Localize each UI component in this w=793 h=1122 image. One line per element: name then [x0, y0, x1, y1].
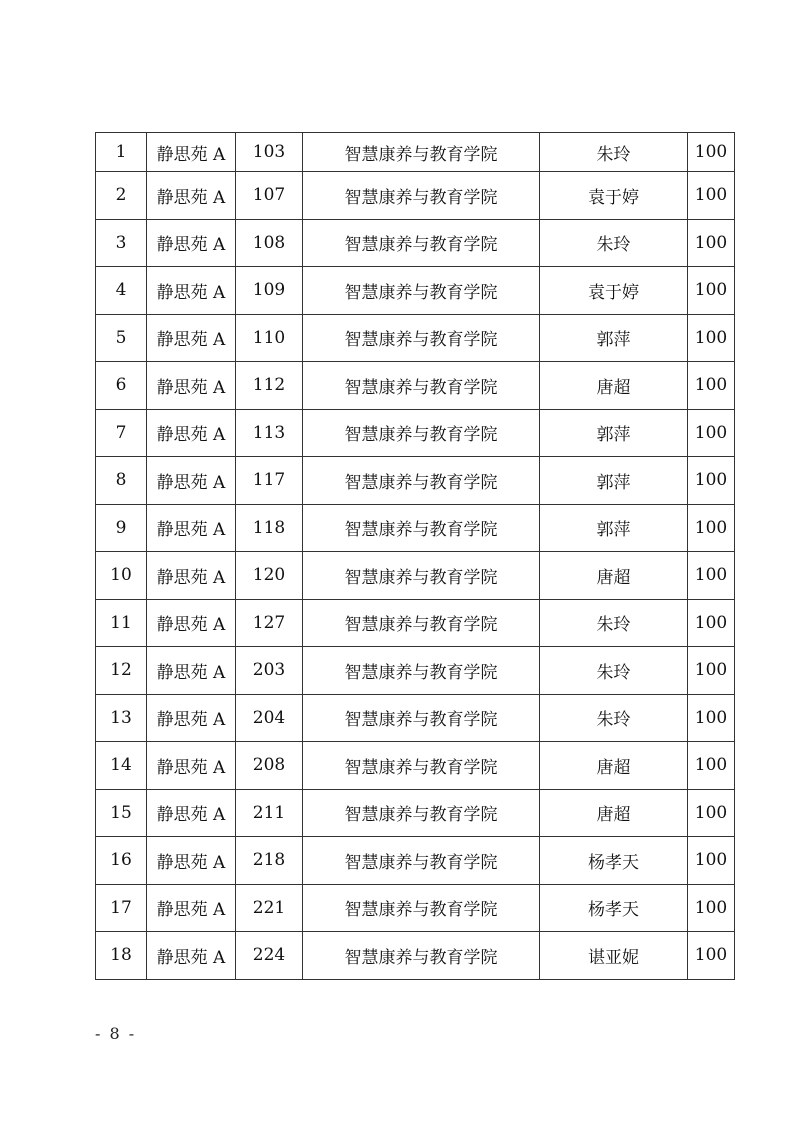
score-cell: 100	[688, 172, 735, 220]
row-number-cell: 18	[96, 932, 147, 980]
college-cell: 智慧康养与教育学院	[303, 133, 540, 172]
table-row	[96, 267, 735, 315]
room-cell: 204	[236, 694, 303, 742]
inspector-cell: 杨孝天	[540, 837, 688, 885]
table-body	[96, 133, 735, 980]
score-cell: 100	[688, 457, 735, 505]
table-row	[96, 837, 735, 885]
score-cell: 100	[688, 219, 735, 267]
row-number-cell: 16	[96, 837, 147, 885]
table-row	[96, 457, 735, 505]
table-row	[96, 599, 735, 647]
score-cell: 100	[688, 742, 735, 790]
score-cell: 100	[688, 694, 735, 742]
table-row	[96, 647, 735, 695]
row-number-cell: 8	[96, 457, 147, 505]
inspector-cell: 唐超	[540, 552, 688, 600]
row-number-cell: 6	[96, 362, 147, 410]
college-cell: 智慧康养与教育学院	[303, 789, 540, 837]
table-row	[96, 694, 735, 742]
building-cell: 静思苑 A	[147, 457, 236, 505]
room-cell: 127	[236, 599, 303, 647]
college-cell: 智慧康养与教育学院	[303, 647, 540, 695]
building-cell: 静思苑 A	[147, 314, 236, 362]
inspector-cell: 郭萍	[540, 409, 688, 457]
college-cell: 智慧康养与教育学院	[303, 172, 540, 220]
building-cell: 静思苑 A	[147, 219, 236, 267]
building-cell: 静思苑 A	[147, 504, 236, 552]
room-cell: 103	[236, 133, 303, 172]
college-cell: 智慧康养与教育学院	[303, 884, 540, 932]
building-cell: 静思苑 A	[147, 647, 236, 695]
building-cell: 静思苑 A	[147, 409, 236, 457]
building-cell: 静思苑 A	[147, 362, 236, 410]
inspector-cell: 唐超	[540, 362, 688, 410]
building-cell: 静思苑 A	[147, 837, 236, 885]
row-number-cell: 7	[96, 409, 147, 457]
score-cell: 100	[688, 647, 735, 695]
inspector-cell: 袁于婷	[540, 267, 688, 315]
college-cell: 智慧康养与教育学院	[303, 932, 540, 980]
college-cell: 智慧康养与教育学院	[303, 362, 540, 410]
inspector-cell: 郭萍	[540, 314, 688, 362]
building-cell: 静思苑 A	[147, 267, 236, 315]
table-row	[96, 172, 735, 220]
dormitory-score-table	[95, 132, 735, 980]
score-cell: 100	[688, 409, 735, 457]
building-cell: 静思苑 A	[147, 932, 236, 980]
college-cell: 智慧康养与教育学院	[303, 552, 540, 600]
row-number-cell: 12	[96, 647, 147, 695]
score-cell: 100	[688, 314, 735, 362]
inspector-cell: 谌亚妮	[540, 932, 688, 980]
college-cell: 智慧康养与教育学院	[303, 504, 540, 552]
row-number-cell: 10	[96, 552, 147, 600]
college-cell: 智慧康养与教育学院	[303, 599, 540, 647]
table-row	[96, 789, 735, 837]
building-cell: 静思苑 A	[147, 884, 236, 932]
room-cell: 109	[236, 267, 303, 315]
building-cell: 静思苑 A	[147, 133, 236, 172]
room-cell: 224	[236, 932, 303, 980]
room-cell: 117	[236, 457, 303, 505]
room-cell: 221	[236, 884, 303, 932]
score-cell: 100	[688, 789, 735, 837]
table-row	[96, 504, 735, 552]
college-cell: 智慧康养与教育学院	[303, 314, 540, 362]
table-row	[96, 884, 735, 932]
college-cell: 智慧康养与教育学院	[303, 837, 540, 885]
college-cell: 智慧康养与教育学院	[303, 409, 540, 457]
inspector-cell: 唐超	[540, 789, 688, 837]
score-cell: 100	[688, 362, 735, 410]
college-cell: 智慧康养与教育学院	[303, 219, 540, 267]
room-cell: 120	[236, 552, 303, 600]
college-cell: 智慧康养与教育学院	[303, 742, 540, 790]
table-row	[96, 314, 735, 362]
room-cell: 110	[236, 314, 303, 362]
room-cell: 118	[236, 504, 303, 552]
building-cell: 静思苑 A	[147, 789, 236, 837]
college-cell: 智慧康养与教育学院	[303, 457, 540, 505]
score-cell: 100	[688, 884, 735, 932]
row-number-cell: 13	[96, 694, 147, 742]
row-number-cell: 15	[96, 789, 147, 837]
row-number-cell: 11	[96, 599, 147, 647]
room-cell: 203	[236, 647, 303, 695]
row-number-cell: 9	[96, 504, 147, 552]
inspector-cell: 杨孝天	[540, 884, 688, 932]
building-cell: 静思苑 A	[147, 742, 236, 790]
table-row	[96, 409, 735, 457]
inspector-cell: 朱玲	[540, 219, 688, 267]
score-cell: 100	[688, 932, 735, 980]
room-cell: 107	[236, 172, 303, 220]
score-cell: 100	[688, 552, 735, 600]
score-cell: 100	[688, 504, 735, 552]
score-cell: 100	[688, 133, 735, 172]
building-cell: 静思苑 A	[147, 694, 236, 742]
row-number-cell: 14	[96, 742, 147, 790]
room-cell: 208	[236, 742, 303, 790]
score-cell: 100	[688, 599, 735, 647]
inspector-cell: 朱玲	[540, 694, 688, 742]
table-row	[96, 219, 735, 267]
college-cell: 智慧康养与教育学院	[303, 694, 540, 742]
row-number-cell: 5	[96, 314, 147, 362]
room-cell: 112	[236, 362, 303, 410]
room-cell: 113	[236, 409, 303, 457]
room-cell: 218	[236, 837, 303, 885]
row-number-cell: 17	[96, 884, 147, 932]
inspector-cell: 唐超	[540, 742, 688, 790]
table-row	[96, 133, 735, 172]
page-number: - 8 -	[95, 1024, 137, 1043]
inspector-cell: 郭萍	[540, 504, 688, 552]
inspector-cell: 朱玲	[540, 599, 688, 647]
building-cell: 静思苑 A	[147, 552, 236, 600]
score-cell: 100	[688, 837, 735, 885]
table-row	[96, 932, 735, 980]
table-row	[96, 552, 735, 600]
table-row	[96, 742, 735, 790]
inspector-cell: 朱玲	[540, 647, 688, 695]
table-row	[96, 362, 735, 410]
inspector-cell: 郭萍	[540, 457, 688, 505]
score-cell: 100	[688, 267, 735, 315]
room-cell: 108	[236, 219, 303, 267]
room-cell: 211	[236, 789, 303, 837]
row-number-cell: 1	[96, 133, 147, 172]
row-number-cell: 4	[96, 267, 147, 315]
building-cell: 静思苑 A	[147, 172, 236, 220]
inspector-cell: 朱玲	[540, 133, 688, 172]
row-number-cell: 3	[96, 219, 147, 267]
college-cell: 智慧康养与教育学院	[303, 267, 540, 315]
row-number-cell: 2	[96, 172, 147, 220]
building-cell: 静思苑 A	[147, 599, 236, 647]
inspector-cell: 袁于婷	[540, 172, 688, 220]
